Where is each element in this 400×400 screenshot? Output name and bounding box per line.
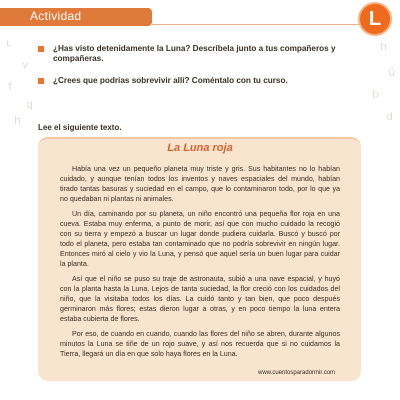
story-paragraph: Así que el niño se puso su traje de astronauta, subió a una nave espacial, y huyó con la planta hasta la Luna. Lejos de tanta suciedad, la flor creció con los cuidados del niño, que la visitaba todos los días. La cuidó tanto y tan bien, que poco después germinaron más flores; estas dieron lugar a otras, y en poco tiempo la luna entera estaba cubierta de flores. (60, 274, 340, 324)
svg-text:f: f (8, 80, 12, 93)
story-body (60, 164, 340, 364)
header-divider (152, 24, 364, 25)
svg-text:q: q (26, 98, 33, 111)
svg-text:ʟ: ʟ (6, 36, 12, 49)
section-badge: L (360, 4, 390, 34)
svg-text:h: h (380, 40, 387, 53)
svg-text:b: b (372, 88, 379, 101)
square-bullet-icon (38, 78, 44, 84)
story-paragraph: Había una vez un pequeño planeta muy triste y gris. Sus habitantes no lo habían cuidado, y aunque tenían todos los inventos y naves espaciales del mundo, habían tirado tantas basuras y suciedad en el campo, que lo contaminaron todo, por lo que ya no quedaban ni plantas ni animales. (60, 165, 340, 204)
question-item (38, 44, 378, 64)
question-list (38, 44, 378, 98)
svg-text:ü: ü (388, 66, 395, 79)
svg-text:v: v (22, 58, 29, 71)
story-paragraph: Un día, caminando por su planeta, un niño encontró una pequeña flor roja en una cueva. Estaba muy enferma, a punto de morir, así que con mucho cuidado la recogió con su tierra y empezó a buscar un lugar donde pudiera cuidarla. Buscó y buscó por todo el planeta, pero estaba tan contaminado que no podría sobrevivir en ningún lugar. Entonces miró al cielo y vio la Luna, y pensó que aquel sería un buen lugar para cuidar la planta. (60, 209, 340, 269)
story-source-link[interactable]: www.cuentosparadormir.com (258, 370, 336, 376)
story-paragraph: Por eso, de cuando en cuando, cuando las flores del niño se abren, durante algunos minutos la Luna se tiñe de un rojo suave, y así nos recuerda que si no cuidamos la Tierra, llegará un día en que solo haya flores en la Luna. (60, 329, 340, 359)
reading-instruction: Lee el siguiente texto. (38, 123, 122, 132)
svg-text:d: d (386, 110, 393, 123)
square-bullet-icon (38, 46, 44, 52)
question-text: ¿Crees que podrías sobrevivir allí? Coméntalo con tu curso. (53, 76, 288, 85)
question-item (38, 76, 378, 86)
story-title: La Luna roja (167, 142, 233, 154)
svg-text:h: h (14, 114, 21, 127)
question-text: ¿Has visto detenidamente la Luna? Descríbela junto a tus compañeros y compañeras. (53, 44, 336, 63)
activity-header-title: Actividad (30, 9, 82, 23)
